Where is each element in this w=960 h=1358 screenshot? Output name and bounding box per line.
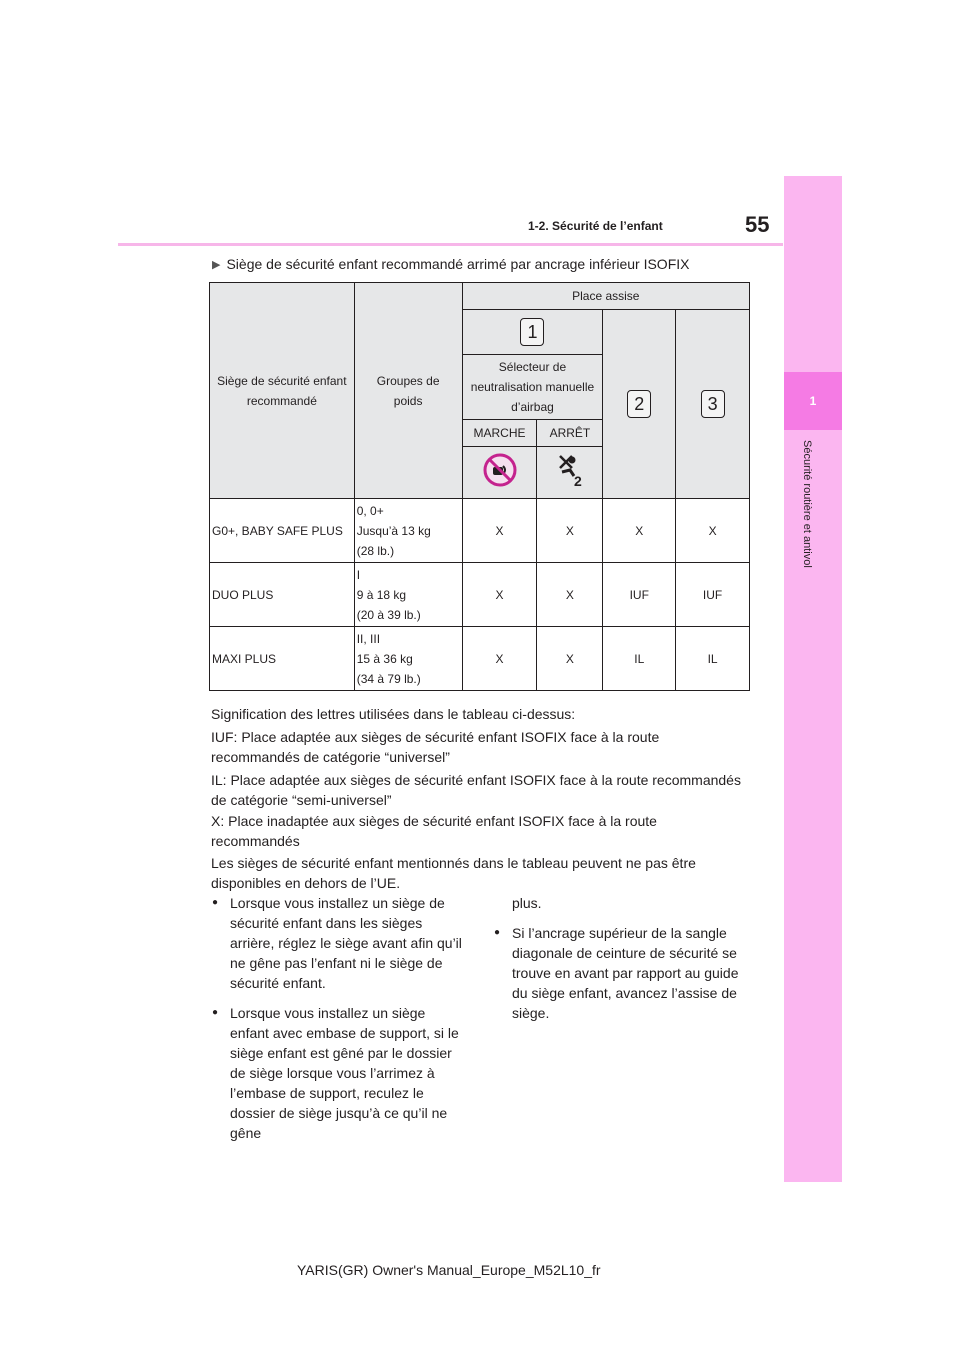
airbag-off-passenger-2-icon — [552, 452, 588, 488]
chapter-side-tab — [784, 176, 842, 1182]
chapter-title-label: Sécurité routière et antivol — [801, 440, 813, 568]
triangle-bullet-icon: ▶ — [212, 258, 221, 271]
bullet-item-1: ● Lorsque vous installez un siège de sécurité enfant dans les sièges arrière, réglez le siège avant afin qu’il ne gêne pas l’enfant ni le siège de sécurité enfant. — [212, 893, 467, 993]
airbag-selector-header: Sélecteur de neutralisation manuelle d’airbag — [462, 355, 603, 420]
row-value-arret: X — [537, 563, 603, 627]
legend-iuf: IUF: Place adaptée aux sièges de sécurité enfant ISOFIX face à la route recommandés de catégorie “universel” — [211, 729, 660, 765]
legend-heading: Signification des lettres utilisées dans le tableau ci-dessus: — [211, 706, 576, 722]
intro-text: Siège de sécurité enfant recommandé arrimé par ancrage inférieur ISOFIX — [226, 256, 690, 272]
row-weight-group: I 9 à 18 kg (20 à 39 lb.) — [354, 563, 462, 627]
seat-position-1 — [462, 310, 603, 355]
row-value-marche: X — [462, 563, 537, 627]
table-row — [210, 499, 750, 563]
airbag-off-cell — [537, 447, 603, 499]
header-place-assise: Place assise — [462, 283, 749, 310]
bullet-item-3: ● Si l’ancrage supérieur de la sangle diagonale de ceinture de sécurité se trouve en avant par rapport au guide du siège enfant, avancez l’assise de siège. — [494, 923, 749, 1023]
header-marche: MARCHE — [462, 420, 537, 447]
footer-manual-id: YARIS(GR) Owner's Manual_Europe_M52L10_fr — [297, 1262, 601, 1278]
header-seat-type: Siège de sécurité enfant recommandé — [210, 283, 355, 499]
table-row — [210, 627, 750, 691]
row-seat-name: DUO PLUS — [210, 563, 355, 627]
seat-1-icon: 1 — [520, 318, 544, 346]
table-row — [210, 563, 750, 627]
row-value-marche: X — [462, 499, 537, 563]
row-value-arret: X — [537, 499, 603, 563]
isofix-table — [209, 282, 750, 691]
row-value-seat-3: IL — [676, 627, 750, 691]
svg-text:2: 2 — [573, 472, 582, 488]
row-seat-name: G0+, BABY SAFE PLUS — [210, 499, 355, 563]
header-rule — [118, 243, 783, 246]
row-seat-name: MAXI PLUS — [210, 627, 355, 691]
header-weight-groups: Groupes de poids — [354, 283, 462, 499]
chapter-number-tab[interactable]: 1 — [784, 372, 842, 430]
legend-note: Les sièges de sécurité enfant mentionnés dans le tableau peuvent ne pas être disponibles en dehors de l’UE. — [211, 855, 696, 891]
airbag-prohibited-icon — [482, 452, 518, 488]
row-value-seat-2: IUF — [603, 563, 676, 627]
seat-position-2 — [603, 310, 676, 499]
seat-2-icon: 2 — [627, 390, 651, 418]
row-value-seat-3: X — [676, 499, 750, 563]
legend-x: X: Place inadaptée aux sièges de sécurité enfant ISOFIX face à la route recommandés — [211, 813, 657, 849]
legend-il: IL: Place adaptée aux sièges de sécurité enfant ISOFIX face à la route recommandés de catégorie “semi-universel” — [211, 772, 741, 808]
row-weight-group: 0, 0+ Jusqu’à 13 kg (28 lb.) — [354, 499, 462, 563]
row-value-seat-2: X — [603, 499, 676, 563]
intro-line — [212, 256, 689, 272]
bullet-list-right — [494, 893, 749, 1033]
section-title: 1-2. Sécurité de l’enfant — [528, 219, 663, 233]
bullet-item-2-continued: plus. — [512, 895, 542, 911]
seat-3-icon: 3 — [701, 390, 725, 418]
row-value-arret: X — [537, 627, 603, 691]
row-value-seat-2: IL — [603, 627, 676, 691]
row-value-seat-3: IUF — [676, 563, 750, 627]
header-arret: ARRÊT — [537, 420, 603, 447]
seat-position-3 — [676, 310, 750, 499]
row-weight-group: II, III 15 à 36 kg (34 à 79 lb.) — [354, 627, 462, 691]
bullet-item-2: ● Lorsque vous installez un siège enfant avec embase de support, si le siège enfant est gêné par le dossier de siège lorsque vous l’arrimez à l’embase de support, reculez le dossier de siège jusqu’à ce qu’il ne gêne — [212, 1003, 467, 1143]
page-number: 55 — [745, 212, 770, 237]
airbag-prohibited-cell — [462, 447, 537, 499]
row-value-marche: X — [462, 627, 537, 691]
bullet-list-left — [212, 893, 467, 1153]
